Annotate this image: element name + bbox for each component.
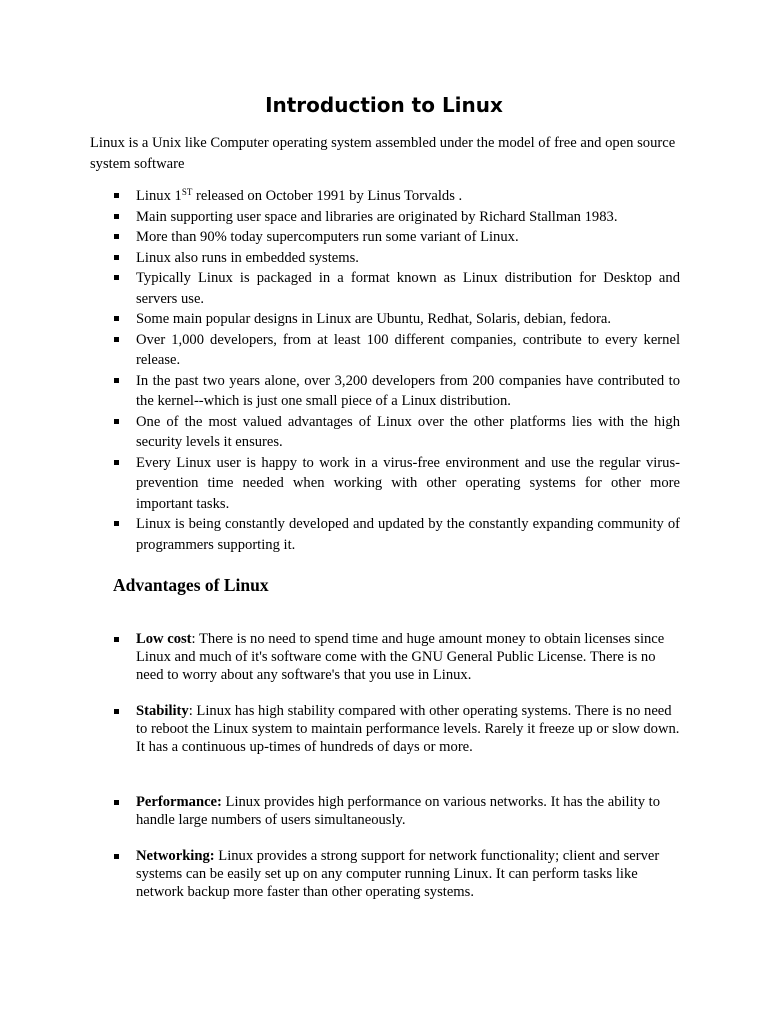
advantage-item-low-cost bbox=[90, 631, 680, 684]
list-item bbox=[90, 268, 680, 309]
fact-text: More than 90% today supercomputers run some variant of Linux. bbox=[136, 229, 519, 245]
fact-text: Main supporting user space and libraries are originated by Richard Stallman 1983. bbox=[136, 208, 618, 225]
square-bullet-icon bbox=[114, 255, 119, 260]
list-item bbox=[90, 248, 680, 269]
square-bullet-icon bbox=[114, 637, 119, 642]
advantage-term: Networking: bbox=[136, 848, 215, 864]
advantage-text: : There is no need to spend time and huge amount money to obtain licenses since Linux and much of it's software come with the GNU General Public License. There is no need to worry about any software's that you use in Linux. bbox=[136, 631, 665, 683]
square-bullet-icon bbox=[114, 709, 119, 714]
intro-paragraph: Linux is a Unix like Computer operating system assembled under the model of free and open source system software bbox=[90, 135, 676, 172]
square-bullet-icon bbox=[114, 234, 119, 239]
square-bullet-icon bbox=[114, 854, 119, 859]
list-item bbox=[90, 207, 680, 228]
list-item bbox=[90, 412, 680, 453]
list-item bbox=[90, 227, 680, 248]
fact-text-suffix: released on October 1991 by Linus Torvalds . bbox=[192, 188, 463, 204]
fact-text: In the past two years alone, over 3,200 developers from 200 companies have contributed to the kernel--which is just one small piece of a Linux distribution. bbox=[136, 372, 680, 409]
fact-text: Over 1,000 developers, from at least 100 different companies, contribute to every kernel release. bbox=[136, 331, 680, 368]
advantage-term: Stability bbox=[136, 703, 189, 719]
square-bullet-icon bbox=[114, 800, 119, 805]
fact-text: Linux also runs in embedded systems. bbox=[136, 249, 359, 266]
square-bullet-icon bbox=[114, 275, 119, 280]
advantage-item-stability bbox=[90, 703, 680, 756]
square-bullet-icon bbox=[114, 521, 119, 526]
square-bullet-icon bbox=[114, 316, 119, 321]
square-bullet-icon bbox=[114, 460, 119, 465]
advantage-text: Linux provides high performance on various networks. It has the ability to handle large numbers of users simultaneously. bbox=[136, 794, 661, 828]
advantage-item-performance bbox=[90, 794, 680, 830]
advantage-term: Performance: bbox=[136, 794, 222, 810]
list-item bbox=[90, 514, 680, 555]
facts-list bbox=[90, 186, 680, 555]
list-item bbox=[90, 330, 680, 371]
square-bullet-icon bbox=[114, 337, 119, 342]
document-title: Introduction to Linux bbox=[265, 93, 503, 117]
square-bullet-icon bbox=[114, 214, 119, 219]
fact-text: Typically Linux is packaged in a format known as Linux distribution for Desktop and servers use. bbox=[136, 270, 680, 307]
fact-text: Every Linux user is happy to work in a virus-free environment and use the regular virus-prevention time needed when working with other operating systems for other more important tasks. bbox=[136, 454, 680, 512]
square-bullet-icon bbox=[114, 378, 119, 383]
list-item bbox=[90, 309, 680, 330]
fact-text: Linux is being constantly developed and updated by the constantly expanding community of programmers supporting it. bbox=[136, 516, 680, 553]
advantage-text: : Linux has high stability compared with other operating systems. There is no need to reboot the Linux system to maintain performance levels. Rarely it freeze up or slow down. It has a continuous up-times of hundreds of days or more. bbox=[136, 703, 680, 755]
square-bullet-icon bbox=[114, 193, 119, 198]
fact-text-prefix: Linux 1 bbox=[136, 188, 182, 204]
advantage-item-networking bbox=[90, 848, 680, 901]
advantages-heading: Advantages of Linux bbox=[113, 575, 269, 595]
advantage-text: Linux provides a strong support for network functionality; client and server systems can be easily set up on any computer running Linux. It can perform tasks like network backup more faster than other operating systems. bbox=[136, 848, 660, 900]
list-item bbox=[90, 371, 680, 412]
advantage-term: Low cost bbox=[136, 631, 192, 647]
square-bullet-icon bbox=[114, 419, 119, 424]
fact-text: Some main popular designs in Linux are Ubuntu, Redhat, Solaris, debian, fedora. bbox=[136, 311, 612, 327]
ordinal-superscript: ST bbox=[181, 187, 193, 197]
list-item bbox=[90, 186, 680, 207]
fact-text: One of the most valued advantages of Linux over the other platforms lies with the high security levels it ensures. bbox=[136, 413, 680, 450]
list-item bbox=[90, 453, 680, 515]
